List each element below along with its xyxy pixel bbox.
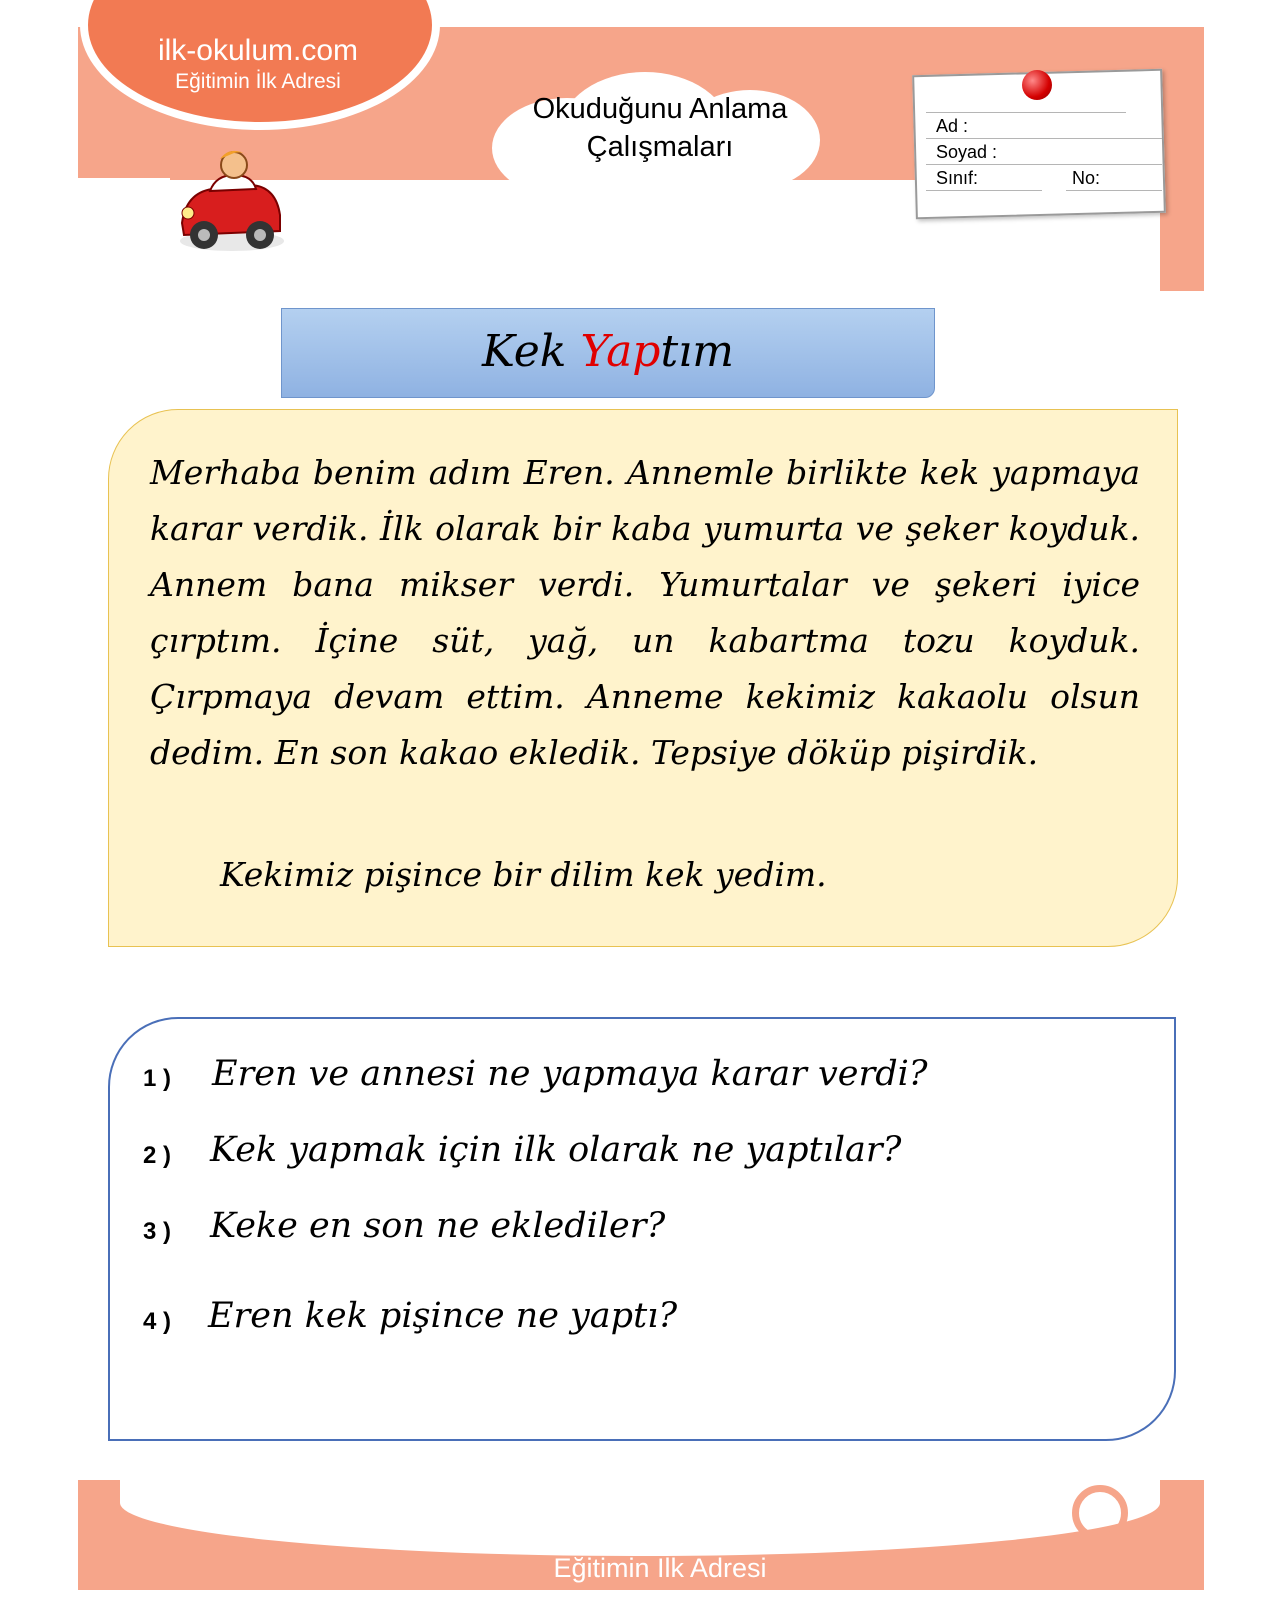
- question-text: Keke en son ne eklediler?: [210, 1206, 666, 1246]
- question-number: 4 ): [143, 1308, 172, 1335]
- header-left-notch: [78, 178, 170, 291]
- number-label: No:: [1072, 168, 1101, 188]
- question-text: Eren kek pişince ne yaptı?: [208, 1296, 678, 1336]
- cloud-bubble: [368, 196, 398, 218]
- question-number: 2 ): [143, 1142, 172, 1169]
- cloud-bubble: [298, 225, 314, 237]
- question-text: Kek yapmak için ilk olarak ne yaptılar?: [210, 1130, 902, 1170]
- footer-tagline: Eğitimin İlk Adresi: [553, 1553, 767, 1583]
- card-line: [926, 164, 1162, 165]
- card-line: [926, 138, 1162, 139]
- card-line: [1066, 190, 1162, 191]
- red-pushpin-icon: [1022, 70, 1052, 100]
- surname-label: Soyad :: [936, 142, 998, 162]
- logo-site-name: ilk-okulum.com: [157, 34, 359, 67]
- story-paragraph: Merhaba benim adım Eren. Annemle birlikte kek yapmaya karar verdik. İlk olarak bir kaba yumurta ve şeker koyduk. Annem bana mikser verdi. Yumurtalar ve şekeri iyice çırptım. İçine süt, yağ, un kabartma tozu koyduk. Çırpmaya devam ettim. Anneme kekimiz kakaolu olsun dedim. En son kakao ekledik. Tepsiye döküp pişirdik.: [150, 453, 1140, 772]
- footer-site-name: ilk-okulum.com: [519, 1506, 801, 1553]
- question-text: Eren ve annesi ne yapmaya karar verdi?: [212, 1054, 928, 1094]
- worksheet-title: Okuduğunu Anlama Çalışmaları: [532, 93, 788, 163]
- logo-tagline: Eğitimin İlk Adresi: [175, 70, 341, 93]
- cartoon-car-illustration: [172, 145, 292, 265]
- class-label: Sınıf:: [936, 168, 979, 188]
- card-line: [926, 190, 1042, 191]
- story-title: Kek Yaptım: [482, 326, 734, 377]
- footer-ring-decoration: [1072, 1485, 1128, 1541]
- card-line: [926, 112, 1126, 113]
- question-number: 1 ): [143, 1065, 172, 1092]
- question-number: 3 ): [143, 1218, 172, 1245]
- name-label: Ad :: [936, 116, 969, 136]
- story-final-line: Kekimiz pişince bir dilim kek yedim.: [220, 855, 827, 894]
- cloud-bubble: [330, 212, 352, 229]
